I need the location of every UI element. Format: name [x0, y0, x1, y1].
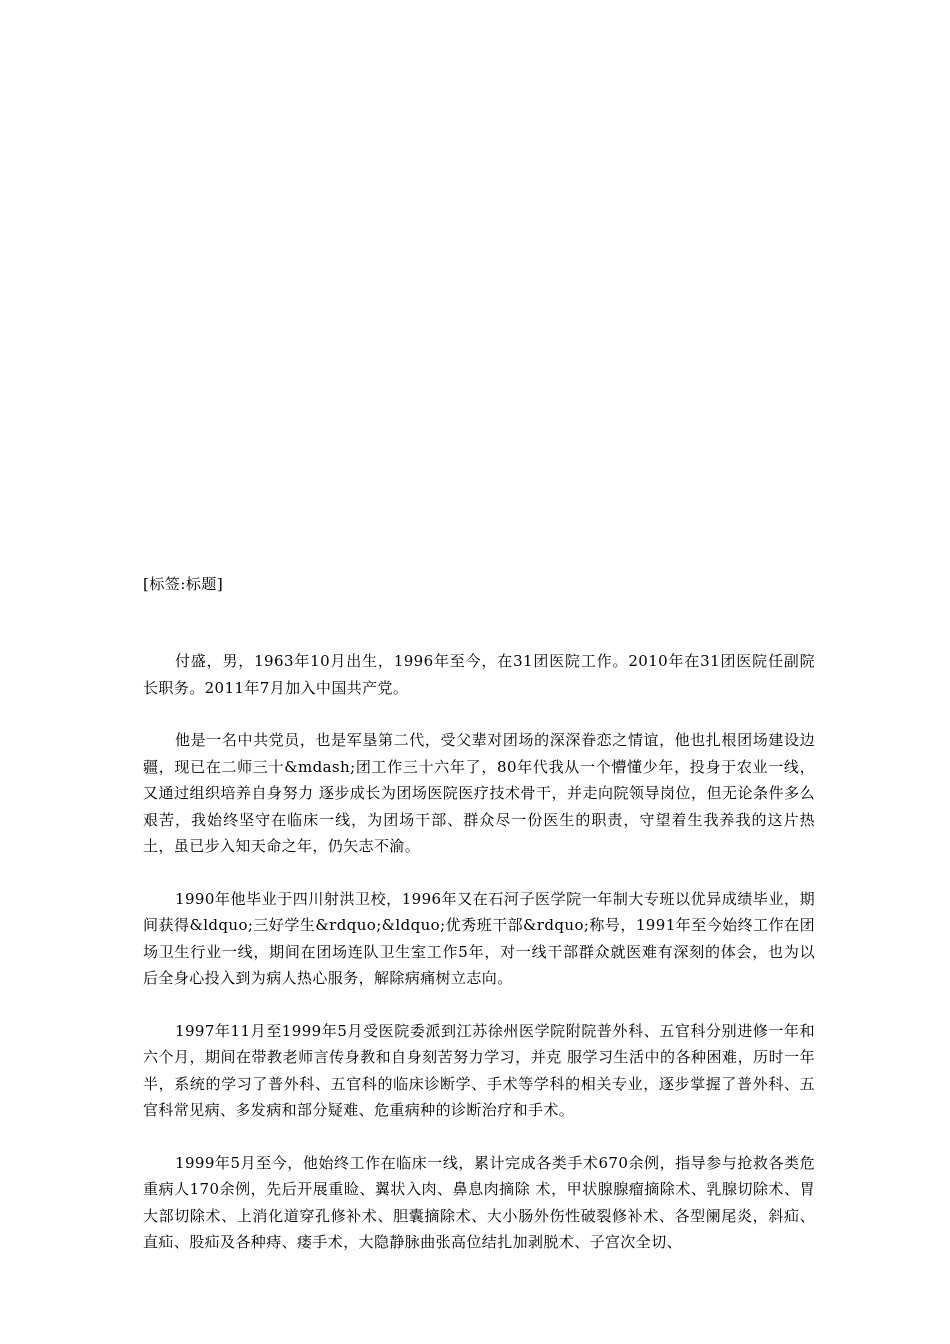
paragraph-education: 1990年他毕业于四川射洪卫校，1996年又在石河子医学院一年制大专班以优异成绩毕业，期间获得&ldquo;三好学生&rdquo;&ldquo;优秀班干部&rdquo;称号，1991年至今始终工作在团场卫生行业一线，期间在团场连队卫生室工作5年，对一线干部群众就医难有深刻的体会，也为以后全身心投入到为病人热心服务，解除病痛树立志向。 — [143, 889, 815, 987]
document-body — [143, 571, 815, 1282]
paragraph-background: 他是一名中共党员，也是军垦第二代，受父辈对团场的深深眷恋之情谊，他也扎根团场建设边疆，现已在二师三十&mdash;团工作三十六年了，80年代我从一个懵懂少年，投身于农业一线，又通过组织培养自身努力 逐步成长为团场医院医疗技术骨干，并走向院领导岗位，但无论条件多么艰苦，我始终坚守在临床一线，为团场干部、群众尽一份医生的职责，守望着生我养我的这片热土，虽已步入知天命之年，仍矢志不渝。 — [143, 731, 815, 855]
paragraph-training: 1997年11月至1999年5月受医院委派到江苏徐州医学院附院普外科、五官科分别进修一年和六个月，期间在带教老师言传身教和自身刻苦努力学习，并克 服学习生活中的各种困难，历时一年半，系统的学习了普外科、五官科的临床诊断学、手术等学科的相关专业，逐步掌握了普外科、五官科常见病、多发病和部分疑难、危重病种的诊断治疗和手术。 — [143, 1021, 815, 1119]
paragraph-clinical-work: 1999年5月至今，他始终工作在临床一线，累计完成各类手术670余例，指导参与抢救各类危重病人170余例，先后开展重睑、翼状入肉、鼻息肉摘除 术，甲状腺腺瘤摘除术、乳腺切除术、胃大部切除术、上消化道穿孔修补术、胆囊摘除术、大小肠外伤性破裂修补术、各型阑尾炎，斜疝、直疝、股疝及各种痔、瘘手术，大隐静脉曲张高位结扎加剥脱术、子宫次全切、 — [143, 1153, 815, 1251]
paragraph-intro: 付盛，男，1963年10月出生，1996年至今，在31团医院工作。2010年在31团医院任副院长职务。2011年7月加入中国共产党。 — [143, 652, 815, 697]
tag-line: [标签:标题] — [143, 575, 224, 593]
